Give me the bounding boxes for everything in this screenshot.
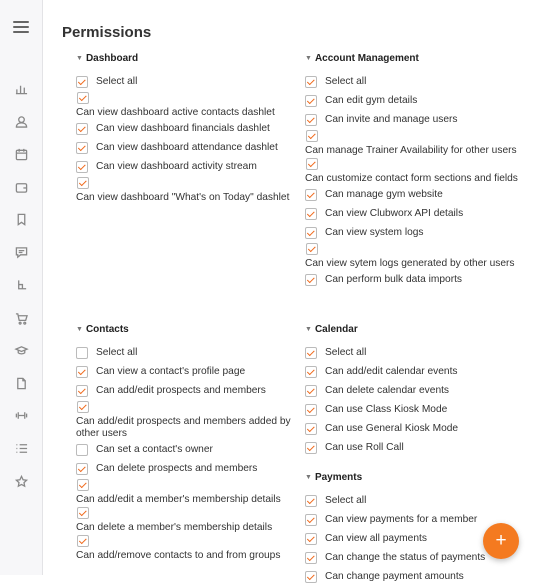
permission-label: Can change payment amounts (325, 570, 464, 582)
section-heading[interactable] (305, 50, 520, 66)
permission-item[interactable] (305, 129, 520, 157)
checkbox-checked[interactable] (76, 76, 88, 88)
permission-item[interactable] (305, 157, 520, 185)
permission-label: Can add/edit calendar events (325, 365, 458, 377)
permission-item[interactable] (305, 72, 520, 91)
checkbox-checked[interactable] (76, 142, 88, 154)
permission-item[interactable] (305, 510, 485, 529)
permission-item[interactable] (76, 91, 291, 119)
message-icon[interactable] (13, 244, 29, 260)
permission-item[interactable] (76, 72, 291, 91)
permission-item[interactable] (305, 343, 458, 362)
checkbox-checked[interactable] (305, 95, 317, 107)
page-title: Permissions (62, 24, 152, 41)
checkbox-checked[interactable] (306, 158, 318, 170)
section-account-management (305, 50, 520, 289)
permission-label: Select all (96, 346, 138, 358)
flow-icon[interactable] (13, 277, 29, 293)
dumbbell-icon[interactable] (13, 407, 29, 423)
permission-label: Can view sytem logs generated by other users (305, 258, 515, 269)
permission-item[interactable] (305, 110, 520, 129)
checkbox-checked[interactable] (77, 535, 89, 547)
collapse-triangle-icon[interactable]: ▼ (305, 54, 312, 62)
permission-label: Can view all payments (325, 532, 427, 544)
calendar-icon[interactable] (13, 146, 29, 162)
checkbox-checked[interactable] (77, 177, 89, 189)
permission-label: Can view Clubworx API details (325, 207, 464, 219)
checkbox-checked[interactable] (305, 76, 317, 88)
permission-list (305, 491, 485, 586)
permission-label: Can view dashboard attendance dashlet (96, 141, 278, 153)
permission-list (76, 343, 291, 562)
permission-label: Can delete a member's membership details (76, 522, 273, 533)
checkbox-checked[interactable] (306, 130, 318, 142)
permission-item[interactable] (76, 343, 291, 362)
permission-label: Can add/edit prospects and members added by other users (76, 416, 291, 439)
section-calendar (305, 321, 458, 457)
section-dashboard (76, 50, 291, 204)
permission-label: Can view dashboard activity stream (96, 160, 257, 172)
permission-item[interactable] (76, 459, 291, 478)
section-heading[interactable] (76, 321, 291, 337)
section-title: Contacts (85, 323, 129, 335)
permission-label: Can add/remove contacts to and from groups (76, 550, 281, 561)
permission-item[interactable] (76, 440, 291, 459)
permission-item[interactable] (76, 138, 291, 157)
checkbox-checked[interactable] (305, 404, 317, 416)
checkbox-checked[interactable] (305, 442, 317, 454)
section-title: Payments (314, 471, 363, 483)
permission-item[interactable] (76, 119, 291, 138)
graduation-cap-icon[interactable] (13, 342, 29, 358)
checkbox-checked[interactable] (305, 385, 317, 397)
permission-label: Can view a contact's profile page (96, 365, 246, 377)
permission-item[interactable] (305, 400, 458, 419)
checkbox-checked[interactable] (305, 274, 317, 286)
permission-label: Can add/edit prospects and members (96, 384, 266, 396)
checkbox-checked[interactable] (305, 495, 317, 507)
section-heading[interactable] (305, 469, 485, 485)
checkbox-checked[interactable] (305, 514, 317, 526)
permission-item[interactable] (76, 157, 291, 176)
document-icon[interactable] (13, 375, 29, 391)
permission-item[interactable] (76, 478, 291, 506)
checkbox-checked[interactable] (77, 479, 89, 491)
checkbox-checked[interactable] (76, 366, 88, 378)
permission-label: Select all (96, 75, 138, 87)
checkbox-checked[interactable] (305, 552, 317, 564)
permission-label: Can view dashboard financials dashlet (96, 122, 270, 134)
checkbox-checked[interactable] (305, 208, 317, 220)
permission-item[interactable] (305, 362, 458, 381)
checkbox-checked[interactable] (76, 161, 88, 173)
permission-item[interactable] (305, 567, 485, 586)
permission-label: Can customize contact form sections and fields (305, 173, 518, 184)
section-title: Calendar (314, 323, 358, 335)
permission-item[interactable] (305, 242, 520, 270)
permission-item[interactable] (305, 548, 485, 567)
list-icon[interactable] (13, 440, 29, 456)
checkbox-checked[interactable] (305, 533, 317, 545)
section-title: Account Management (314, 52, 419, 64)
section-title: Dashboard (85, 52, 139, 64)
checkbox-checked[interactable] (77, 507, 89, 519)
permission-label: Can manage gym website (325, 188, 443, 200)
permission-item[interactable] (76, 400, 291, 440)
permission-item[interactable] (76, 534, 291, 562)
permission-label: Select all (325, 494, 367, 506)
permission-item[interactable] (305, 185, 520, 204)
permission-label: Can view system logs (325, 226, 424, 238)
permission-label: Can manage Trainer Availability for other users (305, 145, 517, 156)
checkbox-checked[interactable] (305, 423, 317, 435)
sidebar (0, 0, 43, 575)
collapse-triangle-icon[interactable]: ▼ (305, 473, 312, 481)
permission-label: Can invite and manage users (325, 113, 458, 125)
bookmark-icon[interactable] (13, 211, 29, 227)
checkbox-checked[interactable] (305, 347, 317, 359)
checkbox-checked[interactable] (305, 571, 317, 583)
checkbox-checked[interactable] (306, 243, 318, 255)
permission-label: Can view dashboard active contacts dashlet (76, 107, 275, 118)
section-payments (305, 469, 485, 586)
permission-label: Can use Roll Call (325, 441, 404, 453)
permission-label: Select all (325, 75, 367, 87)
permission-item[interactable] (305, 270, 520, 289)
collapse-triangle-icon[interactable]: ▼ (76, 325, 83, 333)
hamburger-icon[interactable] (13, 21, 29, 35)
permission-list (76, 72, 291, 204)
checkbox-checked[interactable] (77, 401, 89, 413)
checkbox-unchecked[interactable] (76, 347, 88, 359)
permission-label: Can view dashboard "What's on Today" dashlet (76, 192, 290, 203)
permission-item[interactable] (305, 438, 458, 457)
permission-item[interactable] (305, 91, 520, 110)
permission-label: Can edit gym details (325, 94, 418, 106)
permission-label: Can use General Kiosk Mode (325, 422, 459, 434)
section-heading[interactable] (305, 321, 458, 337)
star-icon[interactable] (13, 473, 29, 489)
main-content (43, 0, 537, 582)
checkbox-checked[interactable] (305, 366, 317, 378)
permission-item[interactable] (305, 491, 485, 510)
cart-icon[interactable] (13, 310, 29, 326)
permission-list (305, 72, 520, 289)
section-heading[interactable] (76, 50, 291, 66)
permission-item[interactable] (305, 419, 458, 438)
permission-label: Can change the status of payments (325, 551, 486, 563)
checkbox-checked[interactable] (305, 114, 317, 126)
wallet-icon[interactable] (13, 179, 29, 195)
permission-item[interactable] (76, 381, 291, 400)
permission-label: Can view payments for a member (325, 513, 478, 525)
checkbox-checked[interactable] (77, 92, 89, 104)
collapse-triangle-icon[interactable]: ▼ (76, 54, 83, 62)
permission-label: Select all (325, 346, 367, 358)
checkbox-checked[interactable] (76, 385, 88, 397)
checkbox-unchecked[interactable] (76, 444, 88, 456)
add-button[interactable]: + (483, 523, 519, 559)
checkbox-checked[interactable] (305, 227, 317, 239)
checkbox-checked[interactable] (305, 189, 317, 201)
permission-label: Can set a contact's owner (96, 443, 213, 455)
section-contacts (76, 321, 291, 562)
permission-list (305, 343, 458, 457)
checkbox-checked[interactable] (76, 123, 88, 135)
permission-item[interactable] (76, 506, 291, 534)
permission-item[interactable] (305, 529, 485, 548)
permission-label: Can add/edit a member's membership details (76, 494, 281, 505)
permission-item[interactable] (305, 223, 520, 242)
permission-label: Can delete prospects and members (96, 462, 258, 474)
checkbox-checked[interactable] (76, 463, 88, 475)
permission-item[interactable] (305, 381, 458, 400)
bar-chart-icon[interactable] (13, 80, 29, 96)
permission-label: Can delete calendar events (325, 384, 450, 396)
permission-label: Can perform bulk data imports (325, 273, 463, 285)
permission-item[interactable] (76, 176, 291, 204)
collapse-triangle-icon[interactable]: ▼ (305, 325, 312, 333)
permission-label: Can use Class Kiosk Mode (325, 403, 448, 415)
user-icon[interactable] (13, 113, 29, 129)
permission-item[interactable] (305, 204, 520, 223)
permission-item[interactable] (76, 362, 291, 381)
